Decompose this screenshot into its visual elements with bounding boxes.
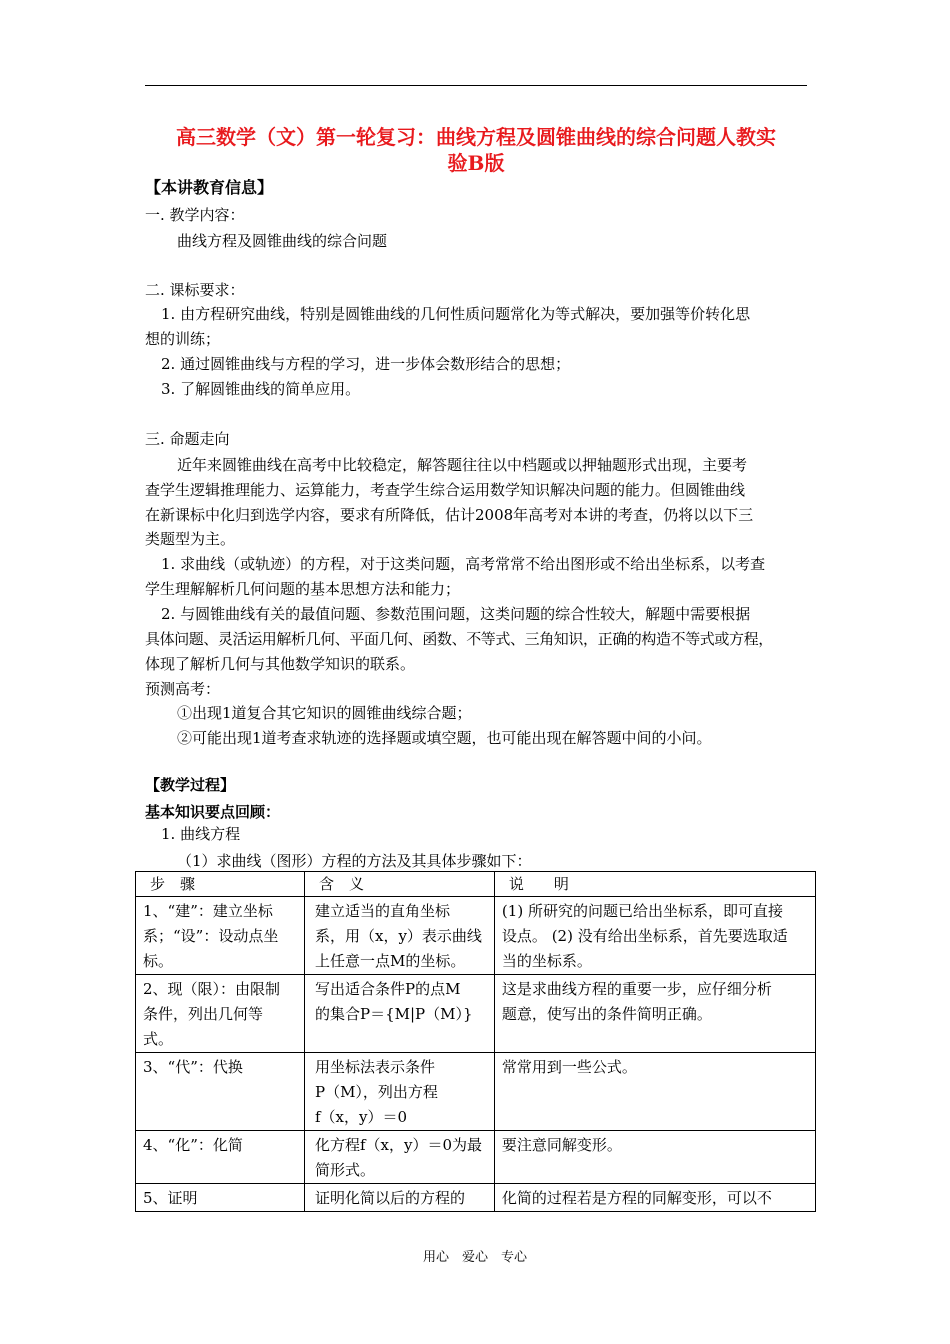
section-2-heading: 二. 课标要求： <box>145 281 245 299</box>
cell-meaning <box>304 1053 494 1131</box>
table-row <box>136 1053 816 1131</box>
cell-line: 写出适合条件P的点M <box>314 980 461 998</box>
header-step: 步 骤 <box>136 872 305 897</box>
table-row <box>136 1184 816 1212</box>
section-3-item-2c: 体现了解析几何与其他数学知识的联系。 <box>145 655 416 673</box>
cell-line: (1) 所研究的问题已给出坐标系，即可直接 <box>501 902 783 920</box>
cell-line: 当的坐标系。 <box>501 952 592 970</box>
cell-note <box>494 1184 815 1212</box>
cell-line: 建立适当的直角坐标 <box>314 902 450 920</box>
header-note: 说 明 <box>494 872 815 897</box>
cell-line: 系；“设”：设动点坐 <box>143 927 279 945</box>
cell-note <box>494 897 815 975</box>
cell-line: 的集合P＝{M|P（M）} <box>314 1005 473 1023</box>
cell-step <box>136 975 305 1053</box>
cell-line: 题意，使写出的条件简明正确。 <box>501 1005 712 1023</box>
cell-meaning <box>304 1131 494 1184</box>
cell-line: 简形式。 <box>314 1161 375 1179</box>
title-line-1: 高三数学（文）第一轮复习：曲线方程及圆锥曲线的综合问题人教实 <box>176 125 776 149</box>
cell-line: 条件，列出几何等 <box>143 1005 264 1023</box>
cell-line: 5、证明 <box>143 1189 198 1207</box>
cell-line: 标。 <box>143 952 174 970</box>
cell-note <box>494 1131 815 1184</box>
section-1-content: 曲线方程及圆锥曲线的综合问题 <box>177 232 388 250</box>
table-row <box>136 1131 816 1184</box>
section-2-item-3: 3. 了解圆锥曲线的简单应用。 <box>161 380 361 398</box>
header-rule <box>145 85 807 86</box>
section-3-para-3: 在新课标中化归到选学内容，要求有所降低，估计2008年高考对本讲的考查，仍将以以下三 <box>145 506 754 524</box>
cell-line: 2、现（限）：由限制 <box>143 980 281 998</box>
cell-line: 这是求曲线方程的重要一步，应仔细分析 <box>501 980 772 998</box>
cell-step <box>136 1184 305 1212</box>
cell-step <box>136 1131 305 1184</box>
cell-line: 要注意同解变形。 <box>501 1136 622 1154</box>
cell-line: 常常用到一些公式。 <box>501 1058 637 1076</box>
table-row <box>136 975 816 1053</box>
title-line-2: 验B版 <box>447 151 505 175</box>
section-3-para-2: 查学生逻辑推理能力、运算能力，考查学生综合运用数学知识解决问题的能力。但圆锥曲线 <box>145 481 746 499</box>
header-meaning: 含 义 <box>304 872 494 897</box>
cell-line: 设点。 (2) 没有给出坐标系，首先要选取适 <box>501 927 788 945</box>
cell-line: 证明化简以后的方程的 <box>314 1189 465 1207</box>
cell-note <box>494 975 815 1053</box>
cell-line: 化方程f（x，y）＝0为最 <box>314 1136 483 1154</box>
process-heading: 【教学过程】 <box>145 776 236 794</box>
cell-meaning <box>304 975 494 1053</box>
section-2-item-1a: 1. 由方程研究曲线，特别是圆锥曲线的几何性质问题常化为等式解决，要加强等价转化思 <box>161 305 751 323</box>
info-heading: 【本讲教育信息】 <box>145 178 274 197</box>
cell-meaning <box>304 897 494 975</box>
steps-table <box>135 871 816 1212</box>
cell-line: 4、“化”：化简 <box>143 1136 243 1154</box>
process-item-1: 1. 曲线方程 <box>161 825 241 843</box>
predict-item-2: ②可能出现1道考查求轨迹的选择题或填空题，也可能出现在解答题中间的小问。 <box>177 729 712 747</box>
cell-line: 上任意一点M的坐标。 <box>314 952 466 970</box>
section-3-para-4: 类题型为主。 <box>145 530 236 548</box>
section-3-item-2b: 具体问题、灵活运用解析几何、平面几何、函数、不等式、三角知识，正确的构造不等式或方程， <box>145 630 773 648</box>
process-subheading: 基本知识要点回顾： <box>145 803 281 821</box>
cell-meaning <box>304 1184 494 1212</box>
cell-line: 1、“建”：建立坐标 <box>143 902 273 920</box>
process-item-1-1: （1）求曲线（图形）方程的方法及其具体步骤如下： <box>177 852 532 870</box>
cell-step <box>136 1053 305 1131</box>
section-3-para-1: 近年来圆锥曲线在高考中比较稳定，解答题往往以中档题或以押轴题形式出现，主要考 <box>177 456 748 474</box>
cell-line: P（M），列出方程 <box>314 1083 438 1101</box>
predict-heading: 预测高考： <box>145 680 221 698</box>
page-footer: 用心 爱心 专心 <box>422 1250 527 1265</box>
section-3-heading: 三. 命题走向 <box>145 430 230 448</box>
predict-item-1: ①出现1道复合其它知识的圆锥曲线综合题； <box>177 704 472 722</box>
section-3-item-1a: 1. 求曲线（或轨迹）的方程，对于这类问题，高考常常不给出图形或不给出坐标系，以考查 <box>161 555 766 573</box>
cell-line: 化简的过程若是方程的同解变形，可以不 <box>501 1189 772 1207</box>
cell-note <box>494 1053 815 1131</box>
cell-line: 3、“代”：代换 <box>143 1058 243 1076</box>
cell-line: f（x，y）＝0 <box>314 1108 408 1126</box>
cell-step <box>136 897 305 975</box>
section-3-item-1b: 学生理解解析几何问题的基本思想方法和能力； <box>145 580 461 598</box>
document-title <box>140 124 812 176</box>
section-2-item-1b: 想的训练； <box>145 330 221 348</box>
section-1-heading: 一. 教学内容： <box>145 206 245 224</box>
section-2-item-2: 2. 通过圆锥曲线与方程的学习，进一步体会数形结合的思想； <box>161 355 571 373</box>
cell-line: 系，用（x，y）表示曲线 <box>314 927 482 945</box>
cell-line: 用坐标法表示条件 <box>314 1058 435 1076</box>
table-row <box>136 897 816 975</box>
table-header-row <box>136 872 816 897</box>
section-3-item-2a: 2. 与圆锥曲线有关的最值问题、参数范围问题，这类问题的综合性较大，解题中需要根据 <box>161 605 751 623</box>
cell-line: 式。 <box>143 1030 174 1048</box>
